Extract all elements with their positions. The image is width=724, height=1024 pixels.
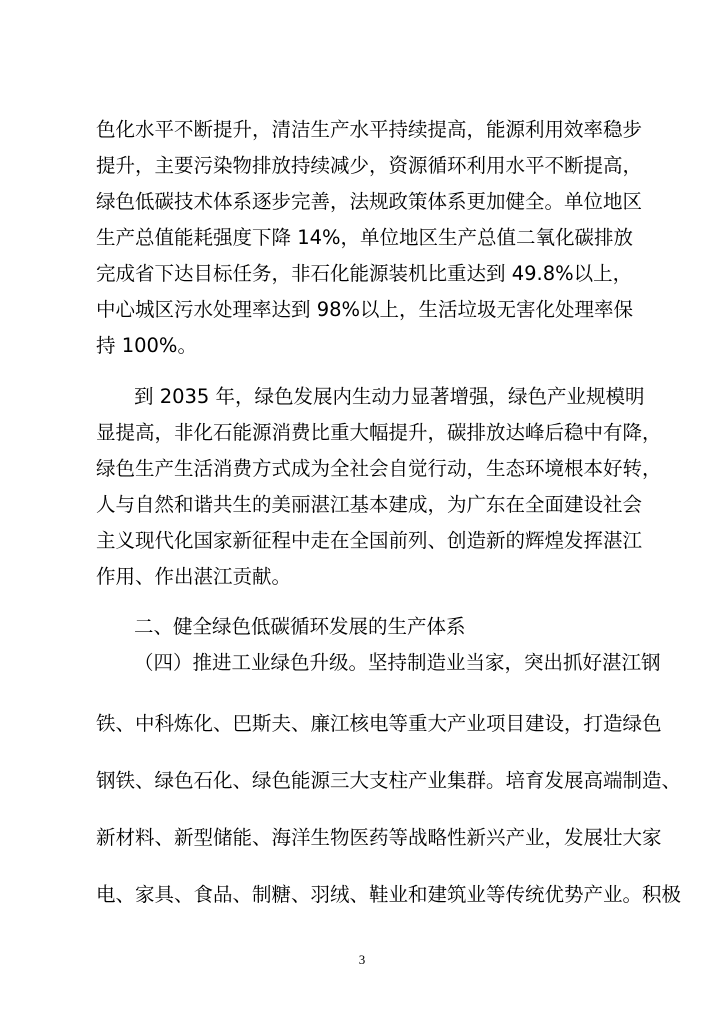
paragraph1-line: 中心城区污水处理率达到 98%以上，生活垃圾无害化处理率保: [96, 298, 634, 321]
paragraph2-line: 作用、作出湛江贡献。: [96, 565, 292, 588]
paragraph2-line: 主义现代化国家新征程中走在全国前列、创造新的辉煌发挥湛江: [96, 529, 643, 552]
paragraph2-line: 绿色生产生活消费方式成为全社会自觉行动，生态环境根本好转，: [96, 457, 662, 480]
paragraph3-line: 铁、中科炼化、巴斯夫、廉江核电等重大产业项目建设，打造绿色: [96, 712, 662, 735]
paragraph1-line: 生产总值能耗强度下降 14%，单位地区生产总值二氧化碳排放: [96, 226, 634, 249]
paragraph3-line: 电、家具、食品、制糖、羽绒、鞋业和建筑业等传统优势产业。积极: [96, 883, 682, 906]
paragraph1-line: 持 100%。: [96, 334, 197, 357]
paragraph2-line: 人与自然和谐共生的美丽湛江基本建成，为广东在全面建设社会: [96, 493, 643, 516]
paragraph1-line: 提升，主要污染物排放持续减少，资源循环利用水平不断提高，: [96, 154, 643, 177]
section-heading: 二、健全绿色低碳循环发展的生产体系: [134, 615, 466, 638]
paragraph3-line: 新材料、新型储能、海洋生物医药等战略性新兴产业，发展壮大家: [96, 826, 662, 849]
paragraph3-line: （四）推进工业绿色升级。坚持制造业当家，突出抓好湛江钢: [134, 651, 661, 674]
paragraph1-line: 绿色低碳技术体系逐步完善，法规政策体系更加健全。单位地区: [96, 190, 643, 213]
paragraph2-line: 显提高，非化石能源消费比重大幅提升，碳排放达峰后稳中有降，: [96, 421, 662, 444]
paragraph1-line: 完成省下达目标任务，非石化能源装机比重达到 49.8%以上，: [96, 262, 633, 285]
page-number: 3: [358, 952, 366, 967]
paragraph1-line: 色化水平不断提升，清洁生产水平持续提高，能源利用效率稳步: [96, 118, 643, 141]
paragraph3-line: 钢铁、绿色石化、绿色能源三大支柱产业集群。培育发展高端制造、: [96, 769, 682, 792]
paragraph2-line: 到 2035 年，绿色发展内生动力显著增强，绿色产业规模明: [134, 385, 645, 408]
